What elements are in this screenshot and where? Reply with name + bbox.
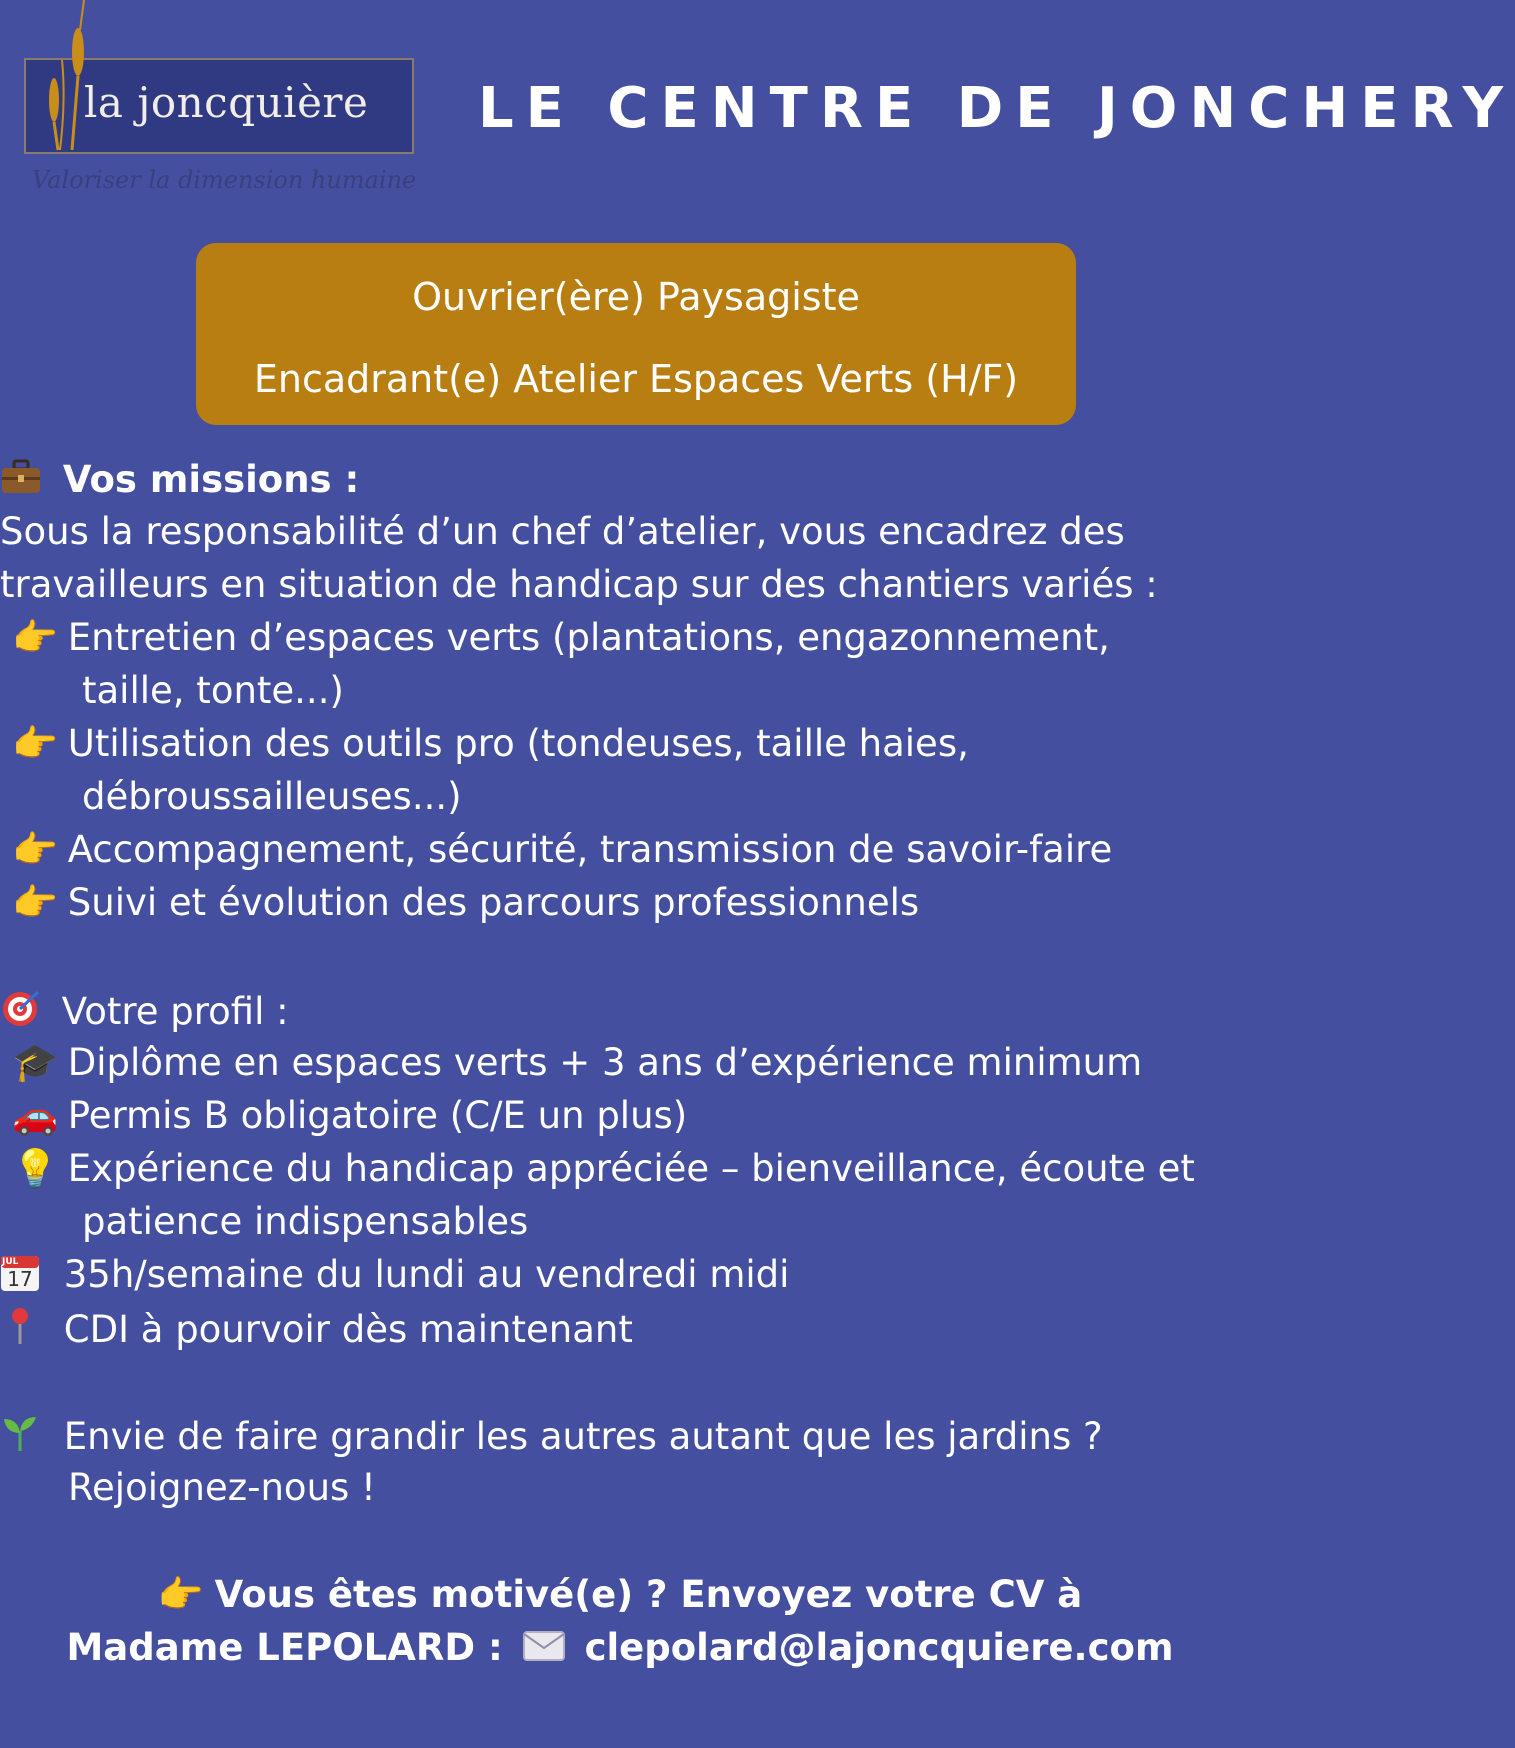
- graduation-cap-icon: 🎓: [12, 1041, 59, 1084]
- missions-heading-row: [0, 458, 359, 505]
- sprout-icon: [0, 1413, 40, 1463]
- mission-item-continued: taille, tonte...): [82, 669, 344, 712]
- pointing-hand-icon: 👉: [12, 722, 59, 765]
- closing-line-2: Rejoignez-nous !: [68, 1466, 376, 1509]
- profile-heading-row: [0, 988, 289, 1038]
- profile-item-text: Expérience du handicap appréciée – bienveillance, écoute et: [67, 1147, 1195, 1190]
- profile-item-text: Diplôme en espaces verts + 3 ans d’expérience minimum: [67, 1041, 1143, 1084]
- missions-intro-1: Sous la responsabilité d’un chef d’atelier, vous encadrez des: [0, 510, 1125, 553]
- mission-item: [12, 722, 969, 766]
- closing-row: [0, 1413, 1103, 1463]
- envelope-icon: [522, 1628, 566, 1672]
- mission-item-text: Accompagnement, sécurité, transmission de savoir-faire: [67, 828, 1113, 871]
- pointing-hand-icon: 👉: [12, 616, 59, 659]
- pointing-hand-icon: 👉: [157, 1573, 204, 1616]
- job-title-line-1: Ouvrier(ère) Paysagiste: [412, 275, 860, 319]
- briefcase-icon: [0, 459, 42, 505]
- logo: [22, 0, 422, 200]
- pointing-hand-icon: 👉: [12, 828, 59, 871]
- mission-item: [12, 616, 1110, 660]
- closing-line-1: Envie de faire grandir les autres autant que les jardins ?: [63, 1414, 1103, 1458]
- hours-row: [0, 1253, 789, 1297]
- contract-row: [0, 1306, 633, 1356]
- pin-icon: [0, 1306, 40, 1356]
- contact-email[interactable]: clepolard@lajoncquiere.com: [584, 1626, 1174, 1669]
- mission-item: [12, 881, 919, 925]
- contact-line-2-row: [0, 1626, 1240, 1672]
- missions-intro-2: travailleurs en situation de handicap sur des chantiers variés :: [0, 563, 1158, 606]
- job-title-box: [196, 243, 1076, 425]
- mission-item-text: Suivi et évolution des parcours professionnels: [67, 881, 920, 924]
- profile-item: [12, 1041, 1142, 1085]
- logo-tagline: Valoriser la dimension humaine: [32, 166, 417, 194]
- light-bulb-icon: 💡: [12, 1147, 59, 1190]
- pointing-hand-icon: 👉: [12, 881, 59, 924]
- calendar-month: JUL: [2, 1257, 19, 1267]
- mission-item-continued: débroussailleuses...): [82, 775, 462, 818]
- mission-item-text: Utilisation des outils pro (tondeuses, taille haies,: [67, 722, 969, 765]
- car-icon: 🚗: [12, 1094, 59, 1137]
- contact-name: Madame LEPOLARD :: [66, 1626, 503, 1669]
- contact-line-1-row: [0, 1573, 1240, 1617]
- page-title: LE CENTRE DE JONCHERY: [478, 76, 1515, 141]
- job-title-line-2: Encadrant(e) Atelier Espaces Verts (H/F): [253, 357, 1019, 401]
- profile-item-continued: patience indispensables: [82, 1200, 529, 1243]
- mission-item: [12, 828, 1112, 872]
- profile-heading: Votre profil :: [61, 989, 289, 1033]
- target-icon: [0, 988, 42, 1038]
- calendar-day: 17: [7, 1267, 33, 1291]
- logo-name: la joncquière: [84, 78, 369, 127]
- missions-heading: Vos missions :: [62, 458, 360, 501]
- profile-item: [12, 1094, 687, 1138]
- profile-item-text: Permis B obligatoire (C/E un plus): [67, 1094, 688, 1137]
- contract-text: CDI à pourvoir dès maintenant: [63, 1307, 633, 1351]
- mission-item-text: Entretien d’espaces verts (plantations, engazonnement,: [67, 616, 1110, 659]
- contact-line-1: Vous êtes motivé(e) ? Envoyez votre CV à: [214, 1573, 1083, 1616]
- calendar-icon: [0, 1253, 40, 1293]
- hours-text: 35h/semaine du lundi au vendredi midi: [63, 1253, 790, 1296]
- profile-item: [12, 1147, 1195, 1191]
